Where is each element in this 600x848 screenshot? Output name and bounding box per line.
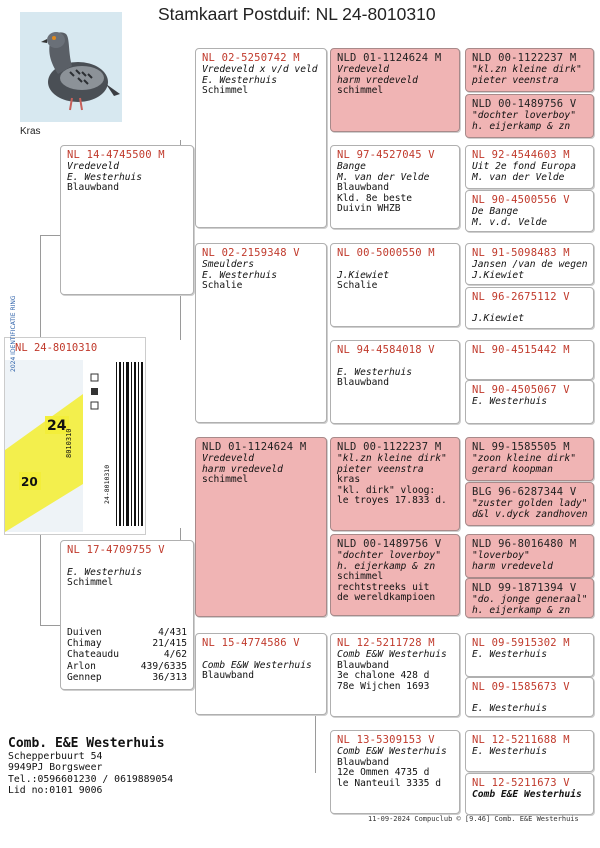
pedigree-card (195, 633, 327, 715)
ring-number: NL 90-4505067 V (472, 384, 570, 396)
detail-line: le Nanteuil 3335 d (337, 777, 441, 789)
card-details (196, 453, 326, 486)
ring-number: NL 99-1585505 M (472, 441, 570, 453)
ring-band-text: 2024 IDENTIFICATIE RING (10, 295, 17, 372)
detail-line (337, 357, 459, 368)
pedigree-card (195, 437, 327, 617)
barcode-number: 24-8010310 (103, 464, 111, 504)
detail-line: E. Westerhuis (337, 366, 413, 378)
ring-number: NL 14-4745500 M (67, 149, 165, 161)
detail-line: 12e Ommen 4735 d (337, 767, 430, 779)
pedigree-card (465, 677, 594, 717)
ring-number: NL 09-5915302 M (472, 637, 570, 649)
detail-line: E. Westerhuis (67, 171, 143, 183)
detail-line: le troyes 17.833 d. (337, 495, 447, 507)
detail-line: J.Kiewiet (472, 269, 524, 281)
pedigree-card (465, 340, 594, 380)
race-result-row (67, 649, 187, 660)
pedigree-card (465, 48, 594, 92)
ring-number: NLD 99-1871394 V (472, 582, 577, 594)
race-name: Duiven (67, 626, 102, 638)
detail-line: E. Westerhuis (472, 396, 548, 407)
detail-line: Blauwband (202, 670, 254, 682)
detail-line: schimmel (337, 571, 384, 583)
owner-block (8, 736, 173, 797)
race-placing: 4/ (158, 626, 170, 638)
card-details (61, 556, 193, 589)
pedigree-card (330, 633, 460, 717)
ring-number: NL 12-5211688 M (472, 734, 570, 746)
pedigree-card (465, 243, 594, 285)
ring-number: NL 92-4544603 M (472, 149, 570, 161)
race-placing: 21/ (152, 638, 170, 650)
pedigree-card (465, 578, 594, 618)
pedigree-card (330, 340, 460, 424)
card-details (331, 453, 459, 507)
ring-number: NL 90-4500556 V (472, 194, 570, 206)
race-result-row (67, 672, 187, 683)
detail-line: Comb E&W Westerhuis (337, 746, 447, 757)
detail-line: Uit 2e fond Europa (472, 161, 576, 172)
detail-line: h. eijerkamp & zn (337, 560, 436, 572)
card-details (331, 259, 459, 292)
card-details (466, 693, 593, 715)
detail-line: "kl.zn kleine dirk" (472, 64, 582, 75)
pedigree-card (60, 145, 194, 295)
pedigree-card (330, 48, 460, 132)
detail-line: Blauwband (67, 182, 119, 194)
ring-card (4, 295, 146, 535)
detail-line: schimmel (202, 474, 249, 486)
detail-line: M. van der Velde (337, 171, 430, 183)
race-placing: 4/ (163, 649, 176, 661)
photo-caption: Kras (20, 126, 41, 137)
card-details (466, 110, 593, 132)
detail-line: Vredeveld (202, 453, 254, 464)
detail-line: De Bange (472, 206, 519, 217)
pedigree-card (465, 287, 594, 329)
owner-member-number: Lid no:0101 9006 (8, 785, 103, 797)
race-entries: 62 (175, 649, 187, 661)
race-result-row (67, 638, 187, 649)
footer-text: 11-09-2024 Compuclub © [9.46] Comb. E&E Westerhuis (368, 815, 579, 823)
ring-number: NL 24-8010310 (15, 342, 98, 354)
connector-line (40, 235, 41, 339)
ring-number: NL 00-5000550 M (337, 247, 435, 259)
race-entries: 415 (169, 638, 187, 650)
race-result-row (67, 627, 187, 638)
pedigree-card (465, 94, 594, 138)
detail-line (67, 557, 193, 568)
card-details (466, 356, 593, 357)
card-details (466, 64, 593, 86)
detail-line: Schimmel (202, 85, 249, 97)
detail-line: Comb E&E Westerhuis (472, 789, 582, 800)
card-details (331, 649, 459, 692)
card-details (196, 259, 326, 292)
ring-number: NL 15-4774586 V (202, 637, 300, 649)
card-details (331, 64, 459, 97)
card-details (466, 161, 593, 183)
detail-line: gerard koopman (472, 463, 553, 475)
ring-number: NL 90-4515442 M (472, 344, 570, 356)
card-details (466, 789, 593, 801)
detail-line: Schalie (202, 280, 243, 292)
ring-number: NL 94-4584018 V (337, 344, 435, 356)
pedigree-card (330, 534, 460, 616)
pedigree-card (465, 145, 594, 189)
detail-line: 3e chalone 428 d (337, 670, 430, 682)
race-entries: 431 (169, 626, 187, 638)
detail-line: J.Kiewiet (337, 269, 389, 281)
card-details (466, 453, 593, 475)
detail-line: d&l v.dyck zandhoven (472, 508, 588, 520)
detail-line: Blauwband (337, 659, 389, 671)
card-details (331, 550, 459, 604)
pedigree-card (465, 633, 594, 677)
detail-line: h. eijerkamp & zn (472, 604, 571, 616)
detail-line: E. Westerhuis (472, 703, 548, 714)
ring-number: NLD 00-1122237 M (472, 52, 577, 64)
pedigree-card (465, 437, 594, 481)
detail-line: "do. jonge generaal" (472, 594, 588, 605)
ring-number: NLD 96-8016480 M (472, 538, 577, 550)
pedigree-card (465, 380, 594, 424)
owner-address: Schepperbuurt 54 (8, 751, 103, 762)
card-details (466, 649, 593, 661)
detail-line: "zuster golden lady" (472, 498, 588, 509)
pedigree-card (195, 48, 327, 228)
detail-line: rechtstreeks uit (337, 581, 430, 593)
detail-line: E. Westerhuis (472, 746, 548, 757)
detail-line: de wereldkampioen (337, 592, 436, 604)
pedigree-card (330, 437, 460, 531)
detail-line: Blauwband (337, 756, 389, 768)
detail-line: Schalie (337, 280, 378, 292)
ring-number: NLD 00-1489756 V (337, 538, 442, 550)
ring-number: NL 91-5098483 M (472, 247, 570, 259)
race-entries: 6335 (163, 660, 187, 672)
pedigree-card (330, 730, 460, 814)
ring-serial: 8010310 (65, 428, 73, 458)
detail-line: Kld. 8e beste (337, 192, 413, 204)
detail-line (202, 650, 326, 661)
card-details (466, 303, 593, 325)
race-result-row (67, 661, 187, 672)
ring-number: NL 02-2159348 V (202, 247, 300, 259)
detail-line: Comb E&W Westerhuis (337, 649, 447, 660)
detail-line: M. v.d. Velde (472, 216, 548, 228)
ring-number: NLD 01-1124624 M (202, 441, 307, 453)
ring-year: 24 (47, 418, 67, 434)
detail-line: Vredeveld (67, 161, 119, 172)
card-details (466, 550, 593, 572)
connector-line (40, 625, 60, 626)
pedigree-card (465, 190, 594, 232)
svg-text:20: 20 (21, 475, 38, 489)
ring-number: NLD 00-1122237 M (337, 441, 442, 453)
detail-line: harm vredeveld (472, 560, 553, 572)
pigeon-photo (20, 12, 122, 122)
detail-line: Jansen /van de wegen (472, 259, 588, 270)
detail-line: M. van der Velde (472, 171, 565, 183)
detail-line: E. Westerhuis (472, 649, 548, 660)
race-name: Gennep (67, 671, 102, 683)
card-details (61, 161, 193, 194)
card-details (466, 746, 593, 758)
race-name: Chateaudu (67, 649, 119, 661)
pedigree-card (330, 243, 460, 327)
pedigree-card (60, 540, 194, 690)
detail-line: Vredeveld (337, 64, 389, 75)
race-name: Chimay (67, 638, 102, 650)
detail-line: harm vredeveld (337, 74, 418, 86)
pedigree-card (465, 773, 594, 815)
pedigree-card (330, 145, 460, 229)
card-details (466, 396, 593, 408)
ring-number: NL 12-5211673 V (472, 777, 570, 789)
card-details (331, 356, 459, 389)
connector-line (40, 235, 60, 236)
card-details (466, 594, 593, 616)
detail-line: Bange (337, 161, 366, 172)
detail-line: pieter veenstra (337, 463, 424, 475)
detail-line (337, 260, 459, 271)
detail-line: Duivin WHZB (337, 203, 401, 215)
ring-number: NL 02-5250742 M (202, 52, 300, 64)
card-details (466, 259, 593, 281)
detail-line: Blauwband (337, 182, 389, 194)
pedigree-card (465, 534, 594, 578)
ring-number: NL 97-4527045 V (337, 149, 435, 161)
ring-number: BLG 96-6287344 V (472, 486, 577, 498)
detail-line: "zoon kleine dirk" (472, 453, 576, 464)
card-details (196, 649, 326, 682)
detail-line: "loverboy" (472, 550, 530, 561)
detail-line: "kl. dirk" vloog: (337, 484, 436, 496)
ring-number: NL 12-5211728 M (337, 637, 435, 649)
detail-line: Schimmel (67, 577, 114, 589)
race-placing: 36/ (152, 671, 170, 683)
ring-number: NL 13-5309153 V (337, 734, 435, 746)
card-details (466, 206, 593, 228)
race-placing: 439/ (140, 660, 164, 672)
pedigree-card (465, 730, 594, 772)
detail-line: Comb E&W Westerhuis (202, 659, 312, 671)
detail-line: E. Westerhuis (67, 566, 143, 578)
ring-number: NL 17-4709755 V (67, 544, 165, 556)
detail-line: J.Kiewiet (472, 313, 524, 324)
race-name: Arlon (67, 660, 96, 672)
ring-number: NLD 01-1124624 M (337, 52, 442, 64)
detail-line: E. Westerhuis (202, 269, 278, 281)
detail-line: Smeulders (202, 259, 254, 270)
card-details (466, 498, 593, 520)
detail-line: Vredeveld x v/d veld (202, 64, 318, 75)
ring-number: NLD 00-1489756 V (472, 98, 577, 110)
card-details (331, 161, 459, 215)
ring-number: NL 96-2675112 V (472, 291, 570, 303)
owner-phone: Tel.:0596601230 / 0619889054 (8, 773, 174, 785)
detail-line: pieter veenstra (472, 74, 559, 86)
detail-line: "dochter loverboy" (337, 550, 441, 561)
ring-number: NL 09-1585673 V (472, 681, 570, 693)
race-entries: 313 (169, 671, 187, 683)
detail-line: schimmel (337, 85, 384, 97)
connector-line (40, 533, 41, 625)
barcode (116, 362, 143, 526)
pedigree-card (195, 243, 327, 423)
page-title: Stamkaart Postduif: NL 24-8010310 (158, 4, 436, 24)
detail-line: h. eijerkamp & zn (472, 120, 571, 132)
detail-line: "dochter loverboy" (472, 110, 576, 121)
detail-line: "kl.zn kleine dirk" (337, 453, 447, 464)
card-details (331, 746, 459, 789)
card-details (196, 64, 326, 97)
owner-postcode: 9949PJ Borgsweer (8, 762, 103, 774)
owner-name: Comb. E&E Westerhuis (8, 736, 165, 751)
detail-line: E. Westerhuis (202, 74, 278, 86)
detail-line: kras (337, 474, 361, 486)
detail-line: Blauwband (337, 377, 389, 389)
race-results (67, 627, 187, 683)
detail-line: harm vredeveld (202, 463, 283, 475)
pedigree-card (465, 482, 594, 526)
detail-line: 78e Wijchen 1693 (337, 680, 430, 692)
